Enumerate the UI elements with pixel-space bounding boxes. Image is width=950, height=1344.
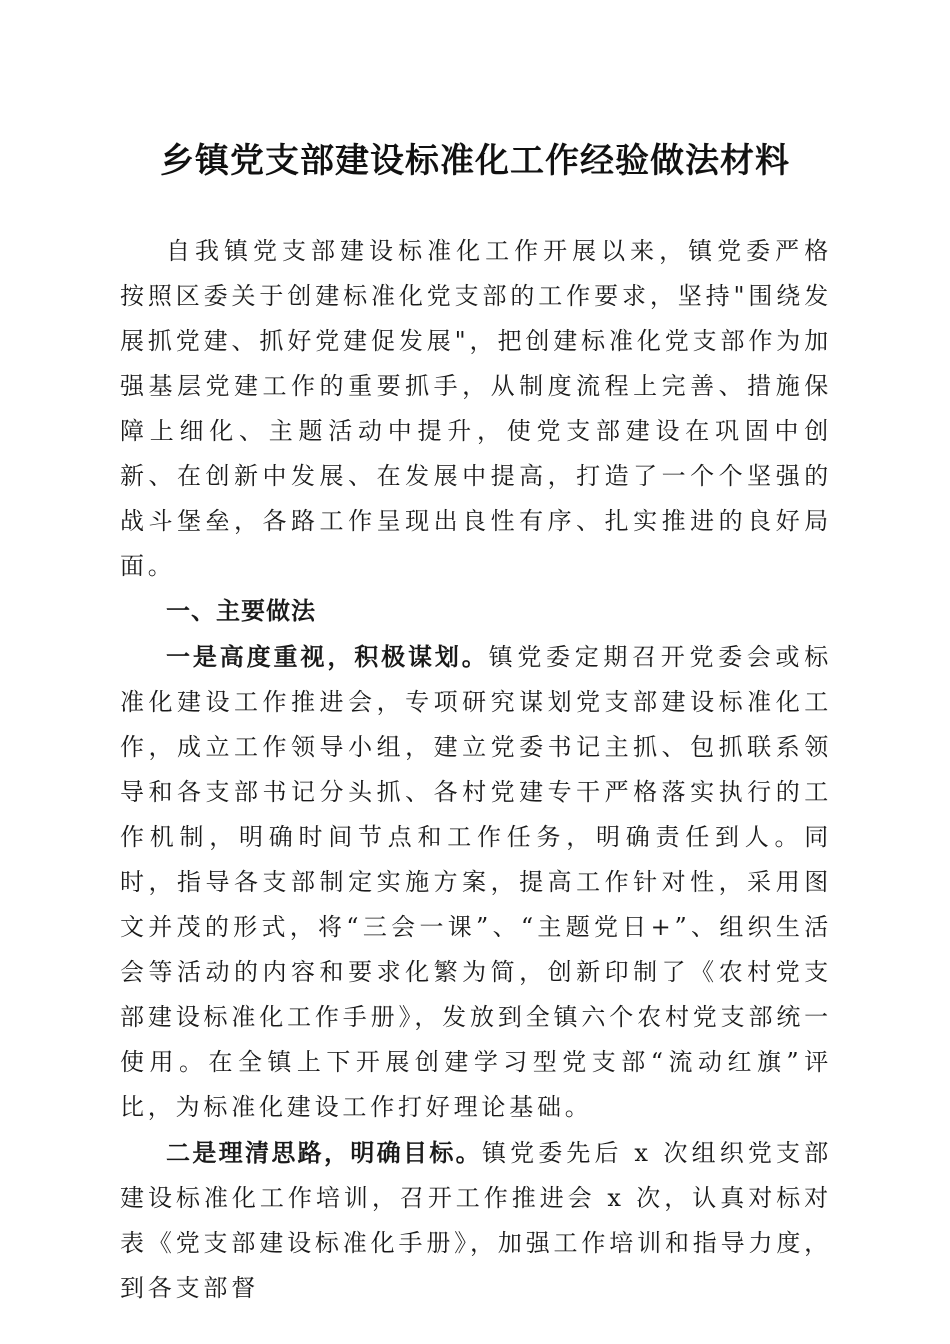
intro-paragraph: 自我镇党支部建设标准化工作开展以来，镇党委严格按照区委关于创建标准化党支部的工作要求，坚持"围绕发展抓党建、抓好党建促发展"，把创建标准化党支部作为加强基层党建工作的重要抓手，从制度流程上完善、措施保障上细化、主题活动中提升，使党支部建设在巩固中创新、在创新中发展、在发展中提高，打造了一个个坚强的战斗堡垒，各路工作呈现出良性有序、扎实推进的良好局面。 (120, 237, 832, 580)
document-title: 乡镇党支部建设标准化工作经验做法材料 (160, 141, 790, 181)
body-paragraph (120, 634, 832, 1130)
section-heading: 一、主要做法 (166, 597, 316, 625)
paragraph-lead: 一是高度重视，积极谋划。 (166, 642, 489, 671)
paragraph-lead: 二是理清思路，明确目标。 (166, 1138, 482, 1167)
paragraph-text: 镇党委先后 x 次组织党支部建设标准化工作培训，召开工作推进会 x 次，认真对标对表《党支部建设标准化手册》，加强工作培训和指导力度，到各支部督 (120, 1139, 832, 1302)
paragraph-text: 镇党委定期召开党委会或标准化建设工作推进会，专项研究谋划党支部建设标准化工作，成立工作领导小组，建立党委书记主抓、包抓联系领导和各支部书记分头抓、各村党建专干严格落实执行的工作机制，明确时间节点和工作任务，明确责任到人。同时，指导各支部制定实施方案，提高工作针对性，采用图文并茂的形式，将“三会一课”、“主题党日+”、组织生活会等活动的内容和要求化繁为简，创新印制了《农村党支部建设标准化工作手册》，发放到全镇六个农村党支部统一使用。在全镇上下开展创建学习型党支部“流动红旗”评比，为标准化建设工作打好理论基础。 (120, 643, 832, 1121)
body-paragraph (120, 1130, 832, 1311)
document-body (120, 229, 832, 1311)
